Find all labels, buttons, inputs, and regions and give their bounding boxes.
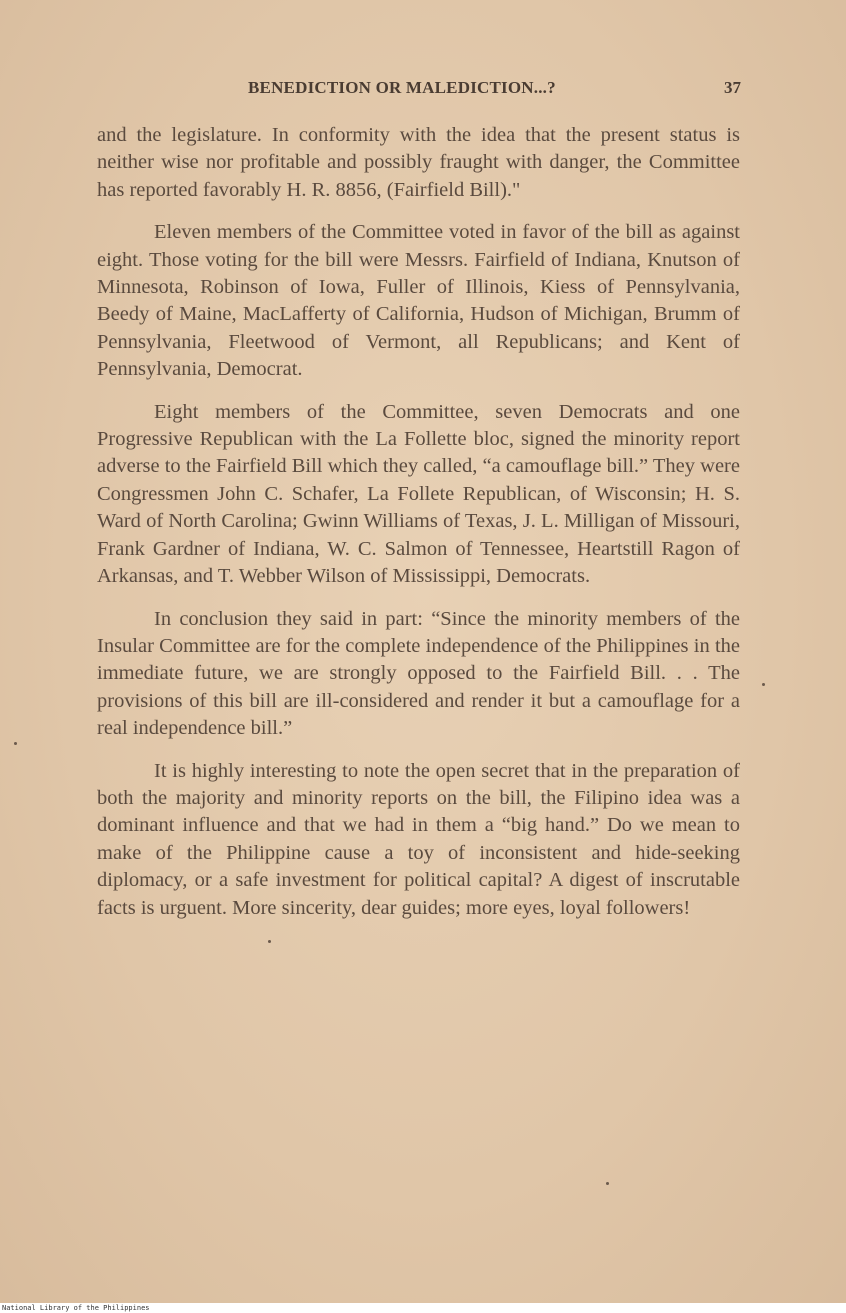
running-head — [0, 78, 846, 102]
paragraph-closing-remarks: It is highly interesting to note the open secret that in the preparation of both the majority and minority reports on the bill, the Filipino idea was a dominant influence and that we had in them a “big hand.” Do we mean to make of the Philippine cause a toy of inconsistent and hide-seeking diplomacy, or a safe investment for political capital? A digest of inscrutable facts is urguent. More sincerity, dear guides; more eyes, loyal followers! — [97, 759, 740, 919]
paragraph-conclusion-quote: In conclusion they said in part: “Since the minority members of the Insular Committee are for the complete independence of the Philippines in the immediate future, we are strongly opposed to the Fairfield Bill. . . The provisions of this bill are ill-considered and render it but a camouflage for a real independence bill.” — [97, 607, 740, 740]
page-number: 37 — [724, 78, 741, 97]
ink-speck-margin — [14, 742, 17, 745]
paragraph-vote-in-favor: Eleven members of the Committee voted in favor of the bill as against eight. Those voting for the bill were Messrs. Fairfield of Indiana, Knutson of Minnesota, Robinson of Iowa, Fuller of Illinois, Kiess of Pennsylvania, Beedy of Maine, MacLafferty of California, Hudson of Michigan, Brumm of Pennsylvania, Fleetwood of Vermont, all Republicans; and Kent of Pennsylvania, Democrat. — [97, 221, 740, 381]
running-title: BENEDICTION OR MALEDICTION...? — [248, 78, 556, 97]
footer-credit: National Library of the Philippines — [2, 1304, 150, 1312]
paragraph-minority-report: Eight members of the Committee, seven Democrats and one Progressive Republican with the La Follette bloc, signed the minority report adverse to the Fairfield Bill which they called, “a camouflage bill.” They were Congressmen John C. Schafer, La Follete Republican, of Wisconsin; H. S. Ward of North Carolina; Gwinn Williams of Texas, J. L. Milligan of Missouri, Frank Gardner of Indiana, W. C. Salmon of Tennessee, Heartstill Ragon of Arkansas, and T. Webber Wilson of Mississippi, Democrats. — [97, 400, 740, 588]
ink-speck-bottom — [606, 1182, 609, 1185]
paragraph-continuation: and the legislature. In conformity with the idea that the present status is neither wise nor profitable and possibly fraught with danger, the Committee has reported favorably H. R. 8856, (Fairfield Bill)." — [97, 124, 740, 201]
ink-speck-center — [268, 940, 271, 943]
ink-speck-right — [762, 683, 765, 686]
body-text — [97, 122, 740, 937]
